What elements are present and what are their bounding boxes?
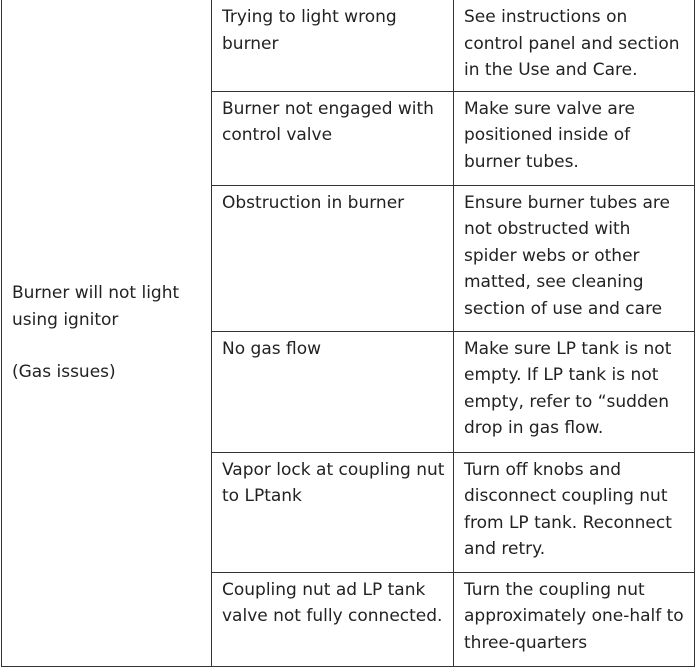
solution-cell: Turn the coupling nut approximately one-half to three-quarters bbox=[454, 572, 695, 666]
solution-cell: Make sure LP tank is not empty. If LP tank is not empty, refer to “sudden drop in gas flow. bbox=[454, 331, 695, 452]
cause-cell: Obstruction in burner bbox=[212, 185, 454, 331]
table-row bbox=[2, 0, 695, 91]
solution-cell: Make sure valve are positioned inside of burner tubes. bbox=[454, 91, 695, 185]
cause-cell: Vapor lock at coupling nut to LPtank bbox=[212, 452, 454, 572]
solution-cell: See instructions on control panel and section in the Use and Care. bbox=[454, 0, 695, 91]
cause-cell: No gas flow bbox=[212, 331, 454, 452]
cause-cell: Coupling nut ad LP tank valve not fully connected. bbox=[212, 572, 454, 666]
troubleshooting-table bbox=[1, 0, 695, 667]
solution-cell: Turn off knobs and disconnect coupling nut from LP tank. Reconnect and retry. bbox=[454, 452, 695, 572]
problem-spacer bbox=[12, 333, 201, 359]
cause-cell: Burner not engaged with control valve bbox=[212, 91, 454, 185]
problem-line-1: Burner will not light bbox=[12, 283, 180, 303]
problem-note: (Gas issues) bbox=[12, 362, 116, 382]
problem-line-2: using ignitor bbox=[12, 309, 119, 330]
problem-cell bbox=[2, 0, 212, 666]
cause-cell: Trying to light wrong burner bbox=[212, 0, 454, 91]
solution-cell: Ensure burner tubes are not obstructed with spider webs or other matted, see cleaning section of use and care bbox=[454, 185, 695, 331]
